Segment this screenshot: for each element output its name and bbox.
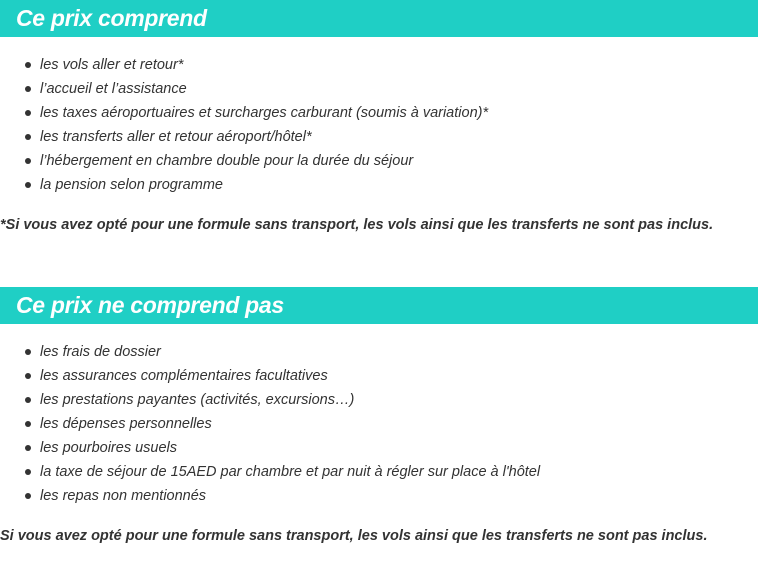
- included-footnote: *Si vous avez opté pour une formule sans transport, les vols ainsi que les transferts ne sont pas inclus.: [0, 217, 714, 233]
- list-item: la pension selon programme: [0, 173, 488, 197]
- list-item: les pourboires usuels: [0, 436, 540, 460]
- list-item: les assurances complémentaires facultatives: [0, 364, 540, 388]
- list-item: les transferts aller et retour aéroport/hôtel*: [0, 125, 488, 149]
- excluded-section-title: Ce prix ne comprend pas: [0, 287, 758, 324]
- list-item: les taxes aéroportuaires et surcharges carburant (soumis à variation)*: [0, 101, 488, 125]
- included-section-title: Ce prix comprend: [0, 0, 758, 37]
- list-item: les prestations payantes (activités, excursions…): [0, 388, 540, 412]
- list-item: les repas non mentionnés: [0, 484, 540, 508]
- list-item: les vols aller et retour*: [0, 53, 488, 77]
- list-item: les frais de dossier: [0, 340, 540, 364]
- list-item: l’accueil et l’assistance: [0, 77, 488, 101]
- list-item: les dépenses personnelles: [0, 412, 540, 436]
- included-list: [0, 53, 488, 197]
- excluded-footnote: Si vous avez opté pour une formule sans transport, les vols ainsi que les transferts ne sont pas inclus.: [0, 528, 708, 544]
- excluded-list: [0, 340, 540, 508]
- list-item: la taxe de séjour de 15AED par chambre et par nuit à régler sur place à l'hôtel: [0, 460, 540, 484]
- list-item: l’hébergement en chambre double pour la durée du séjour: [0, 149, 488, 173]
